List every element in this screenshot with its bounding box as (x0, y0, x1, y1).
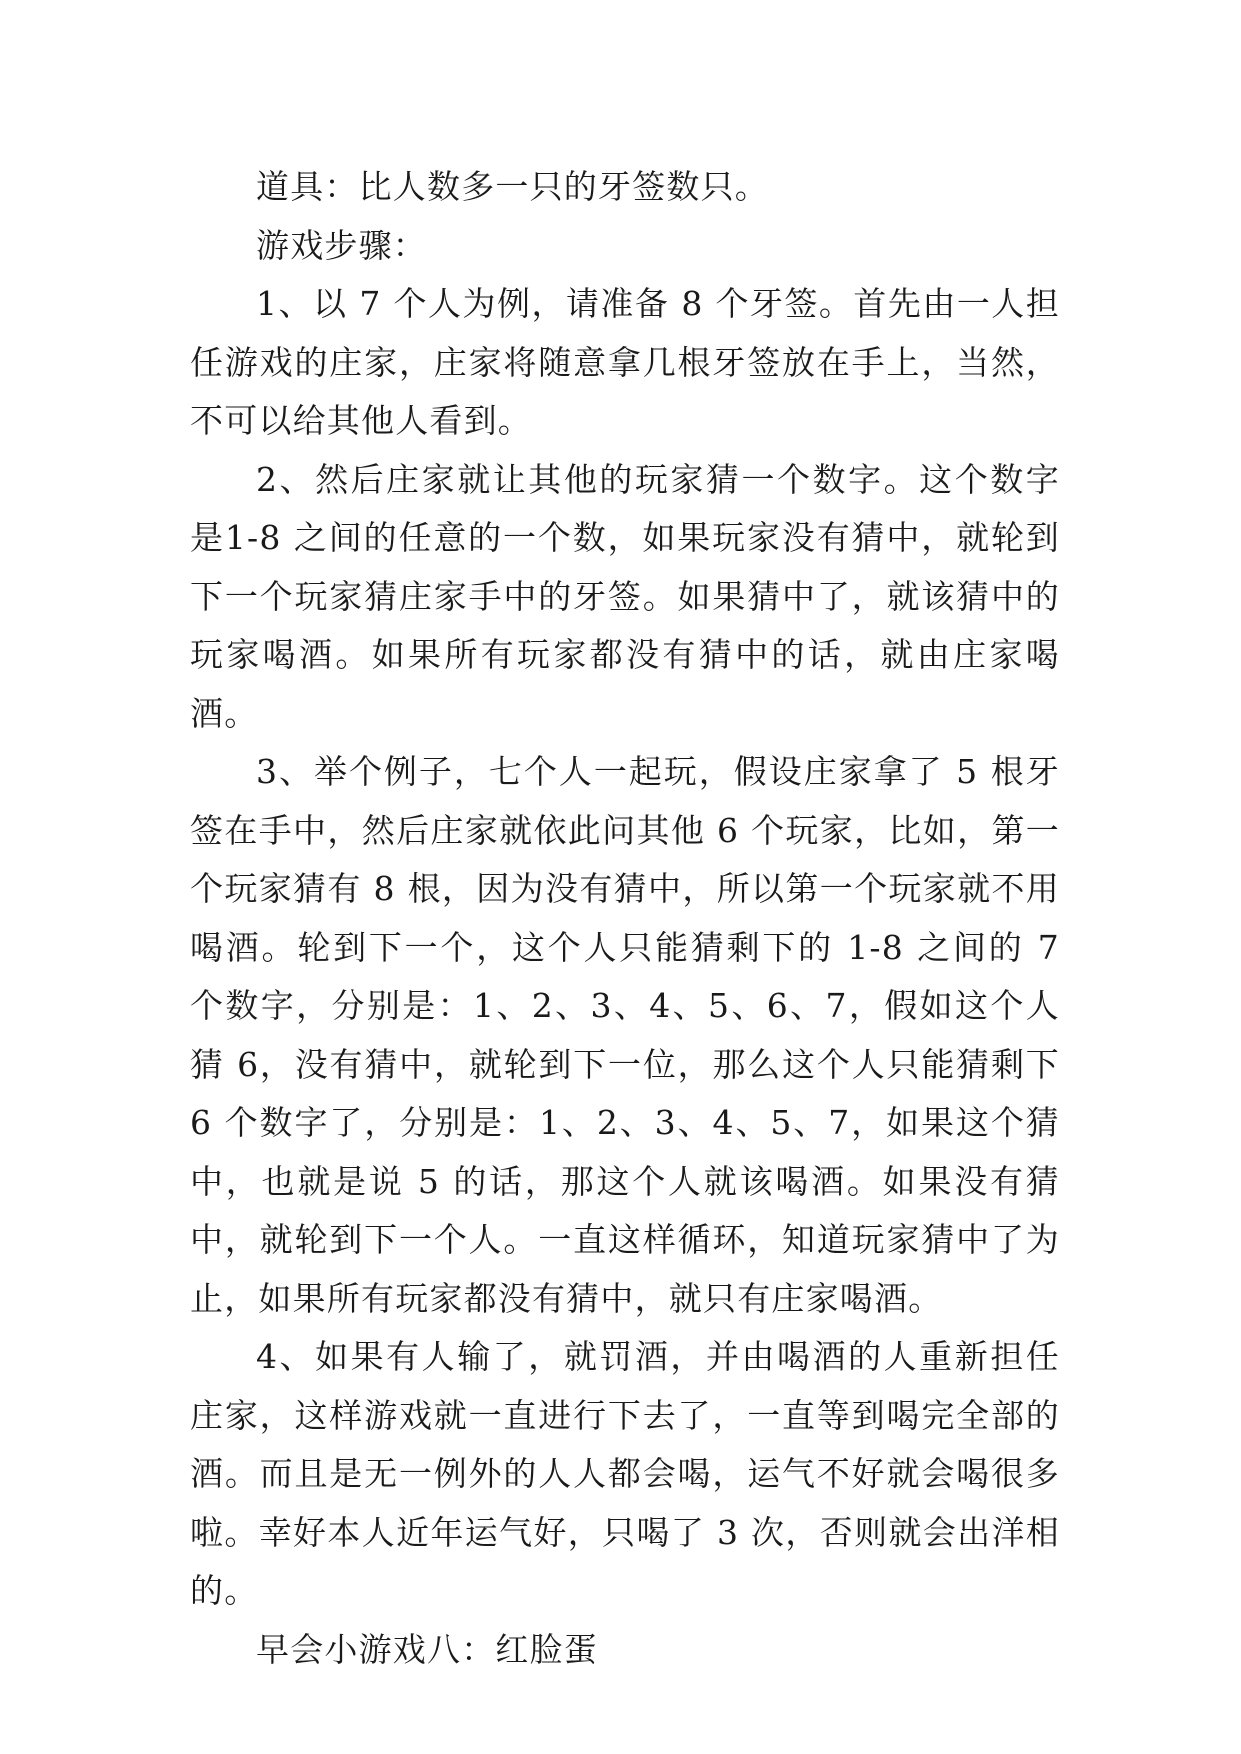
paragraph-step-1: 1、以 7 个人为例，请准备 8 个牙签。首先由一人担任游戏的庄家，庄家将随意拿几根牙签放在手上，当然，不可以给其他人看到。 (190, 284, 1060, 440)
paragraph-steps-heading: 游戏步骤： (256, 225, 427, 265)
section-heading-game-8: 早会小游戏八：红脸蛋 (256, 1629, 598, 1669)
document-body (190, 158, 1060, 1679)
paragraph-props: 道具：比人数多一只的牙签数只。 (256, 167, 769, 206)
paragraph-step-4: 4、如果有人输了，就罚酒，并由喝酒的人重新担任庄家，这样游戏就一直进行下去了，一直等到喝完全部的酒。而且是无一例外的人人都会喝，运气不好就会喝很多啦。幸好本人近年运气好，只喝了 3 次，否则就会出洋相的。 (190, 1337, 1060, 1610)
paragraph-step-2: 2、然后庄家就让其他的玩家猜一个数字。这个数字是1-8 之间的任意的一个数，如果玩家没有猜中，就轮到下一个玩家猜庄家手中的牙签。如果猜中了，就该猜中的玩家喝酒。如果所有玩家都没有猜中的话，就由庄家喝酒。 (190, 459, 1060, 733)
paragraph-step-3: 3、举个例子，七个人一起玩，假设庄家拿了 5 根牙签在手中，然后庄家就依此问其他 6 个玩家，比如，第一个玩家猜有 8 根，因为没有猜中，所以第一个玩家就不用喝酒。轮到下一个，这个人只能猜剩下的 1-8 之间的 7 个数字，分别是：1、2、3、4、5、6、7，假如这个人猜 6，没有猜中，就轮到下一位，那么这个人只能猜剩下 6 个数字了，分别是：1、2、3、4、5、7，如果这个猜中，也就是说 5 的话，那这个人就该喝酒。如果没有猜中，就轮到下一个人。一直这样循环，知道玩家猜中了为止，如果所有玩家都没有猜中，就只有庄家喝酒。 (190, 752, 1060, 1318)
